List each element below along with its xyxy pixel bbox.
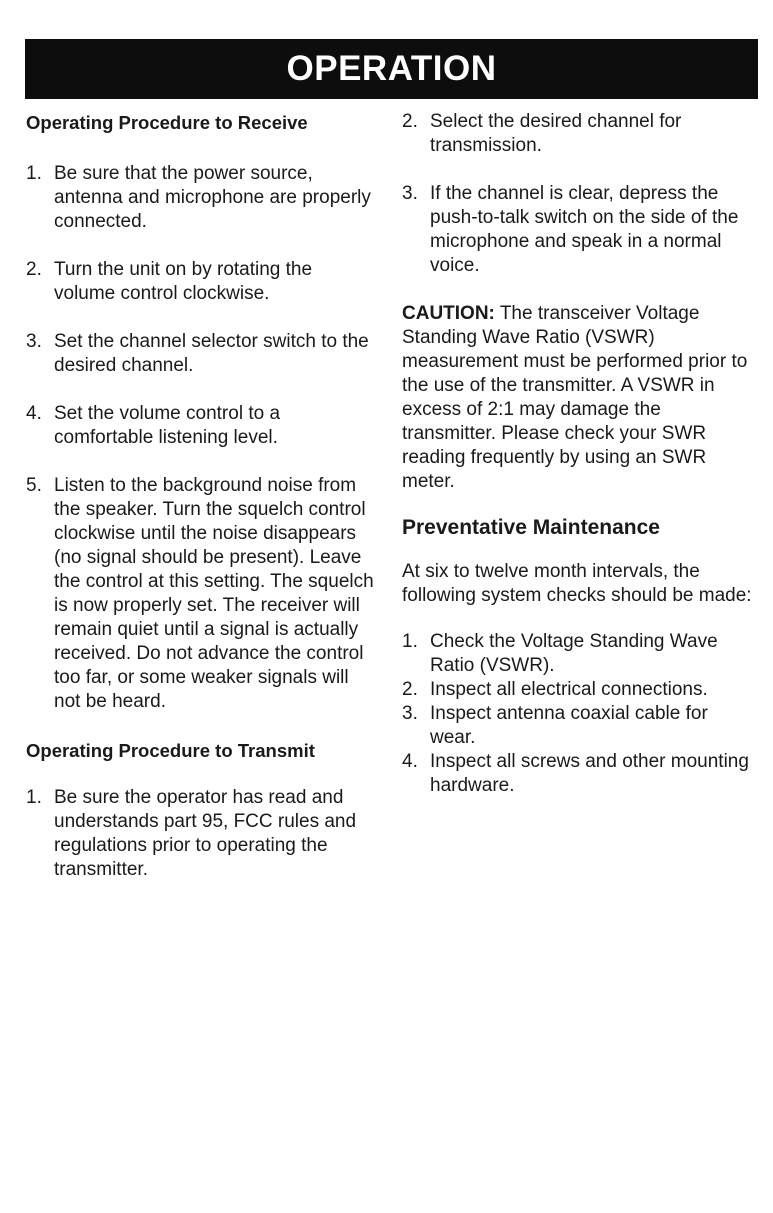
step-number: 5. [26,475,42,496]
step-number: 1. [26,163,42,184]
transmit-heading: Operating Procedure to Transmit [26,740,315,761]
step-number: 1. [26,787,42,808]
right-column [402,110,752,798]
item-text: Inspect all electrical connections. [430,679,708,700]
step-number: 3. [26,331,42,352]
step-text: Be sure the operator has read and understands part 95, FCC rules and regulations prior to operating the transmitter. [54,787,357,880]
item-text: Inspect antenna coaxial cable for wear. [430,703,708,748]
maintenance-checklist [402,630,752,798]
list-item [26,330,378,378]
section-banner [25,39,758,99]
step-text: Set the volume control to a comfortable listening level. [54,403,281,448]
step-number: 3. [402,183,418,204]
caution-text: The transceiver Voltage Standing Wave Ratio (VSWR) measurement must be performed prior to the use of the transmitter. A VSWR in excess of 2:1 may damage the transmitter. Please check your SWR reading frequently by using an SWR meter. [402,303,748,492]
list-item [402,182,752,278]
caution-label: CAUTION: [402,303,495,324]
item-number: 4. [402,751,418,772]
item-number: 1. [402,631,418,652]
banner-title: OPERATION [286,49,497,88]
transmit-steps-part-1 [26,786,378,882]
item-number: 2. [402,679,418,700]
item-text: Check the Voltage Standing Wave Ratio (VSWR). [430,631,718,676]
list-item [402,630,752,678]
left-column [26,110,378,882]
list-item [402,110,752,158]
receive-steps [26,162,378,714]
step-number: 4. [26,403,42,424]
step-number: 2. [402,111,418,132]
list-item [26,258,378,306]
maintenance-heading: Preventative Maintenance [402,516,660,539]
step-text: If the channel is clear, depress the push-to-talk switch on the side of the microphone and speak in a normal voice. [430,183,739,276]
step-number: 2. [26,259,42,280]
list-item [402,750,752,798]
list-item [402,702,752,750]
receive-heading: Operating Procedure to Receive [26,112,308,133]
step-text: Set the channel selector switch to the desired channel. [54,331,369,376]
item-number: 3. [402,703,418,724]
step-text: Listen to the background noise from the speaker. Turn the squelch control clockwise until the noise disappears (no signal should be present). Leave the control at this setting. The squelch is now properly set. The receiver will remain quiet until a signal is actually received. Do not advance the control too far, or some weaker signals will not be heard. [54,475,374,712]
list-item [402,678,752,702]
list-item [26,162,378,234]
list-item [26,402,378,450]
step-text: Turn the unit on by rotating the volume control clockwise. [54,259,313,304]
list-item [26,786,378,882]
item-text: Inspect all screws and other mounting hardware. [430,751,749,796]
list-item [26,474,378,714]
maintenance-intro: At six to twelve month intervals, the following system checks should be made: [402,561,752,606]
step-text: Be sure that the power source, antenna and microphone are properly connected. [54,163,371,232]
transmit-steps-part-2 [402,110,752,278]
step-text: Select the desired channel for transmission. [430,111,682,156]
caution-paragraph [402,302,752,494]
